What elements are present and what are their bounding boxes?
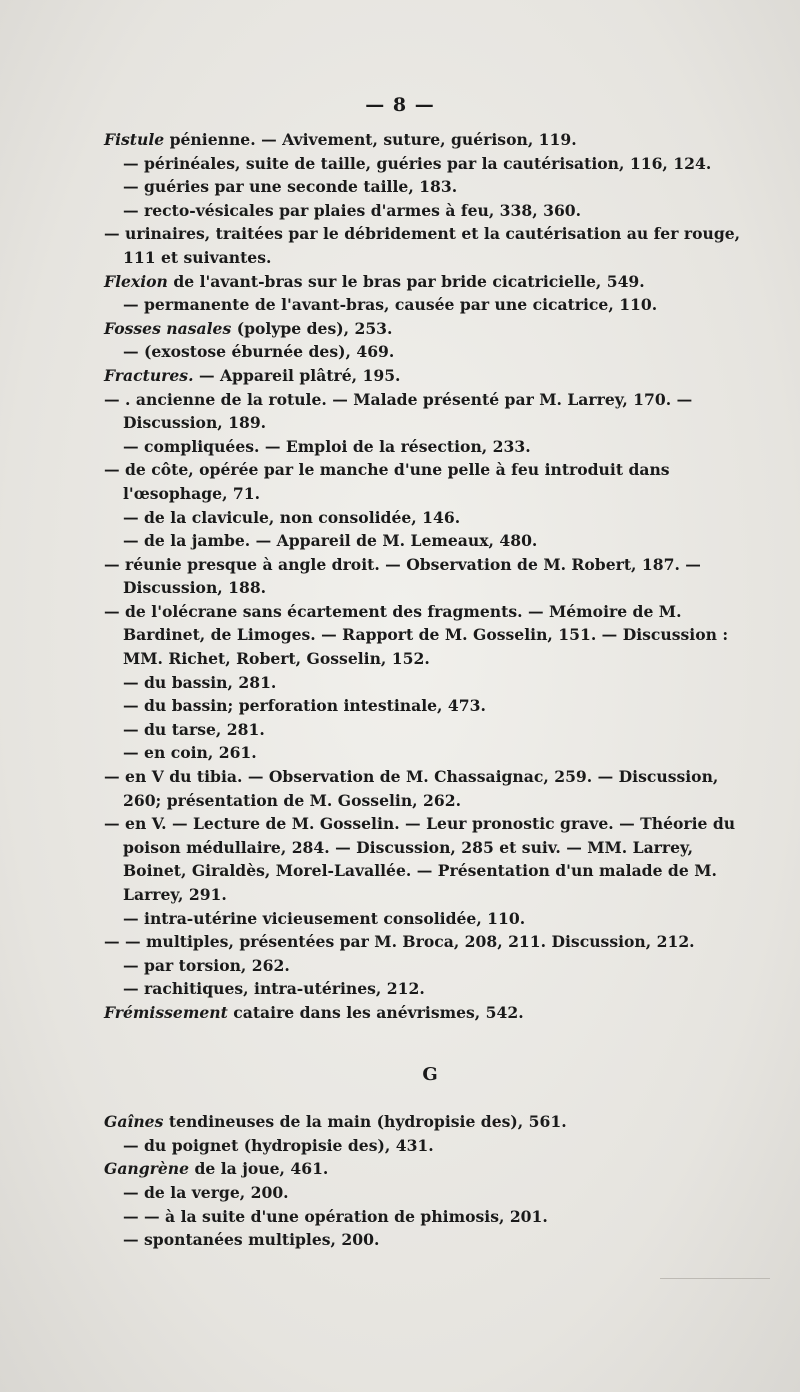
index-entry [104,435,756,459]
entries-f-group [104,128,756,1025]
index-entry [104,1205,756,1229]
entry-term: Fosses nasales [104,318,232,338]
entry-text: — — à la suite d'une opération de phimosis, 201. [123,1206,548,1226]
entry-text: — (exostose éburnée des), 469. [123,342,395,362]
index-entry [104,340,756,364]
entry-text: — de côte, opérée par le manche d'une pelle à feu introduit dans l'œsophage, 71. [104,460,670,503]
entry-text: — périnéales, suite de taille, guéries par la cautérisation, 116, 124. [123,153,712,173]
entry-term: Fractures. [104,365,194,385]
index-entry [104,506,756,530]
entry-text: — compliquées. — Emploi de la résection, 233. [123,436,531,456]
index-entry [104,293,756,317]
entry-text: — en V du tibia. — Observation de M. Chassaignac, 259. — Discussion, 260; présentation de M. Gosselin, 262. [104,767,719,810]
entry-text: — du tarse, 281. [123,719,265,739]
index-entry [104,553,756,600]
index-entry [104,1228,756,1252]
entry-text: de la joue, 461. [194,1159,329,1179]
entry-text: — par torsion, 262. [123,955,290,975]
entry-text: — recto-vésicales par plaies d'armes à feu, 338, 360. [123,200,582,220]
entry-text: — — multiples, présentées par M. Broca, 208, 211. Discussion, 212. [104,932,695,952]
index-entry [104,175,756,199]
entry-text: de l'avant-bras sur le bras par bride cicatricielle, 549. [173,271,645,291]
index-entry [104,671,756,695]
index-entry [104,317,756,341]
entry-text: — de la clavicule, non consolidée, 146. [123,507,461,527]
index-entry [104,128,756,152]
index-entry [104,765,756,812]
entry-text: — du bassin; perforation intestinale, 473. [123,696,486,716]
entry-text: — permanente de l'avant-bras, causée par une cicatrice, 110. [123,295,658,315]
entry-text: — . ancienne de la rotule. — Malade présenté par M. Larrey, 170. — Discussion, 189. [104,389,693,433]
entry-text: — de la jambe. — Appareil de M. Lemeaux, 480. [123,531,538,551]
index-entry [104,600,756,671]
entry-text: tendineuses de la main (hydropisie des), 561. [168,1112,567,1132]
index-entry [104,1181,756,1205]
index-entry [104,812,756,906]
index-entry [104,930,756,954]
index-entry [104,199,756,223]
entry-text: (polype des), 253. [236,318,393,338]
index-entry [104,1134,756,1158]
entry-text: cataire dans les anévrismes, 542. [233,1002,524,1022]
index-entry [104,364,756,388]
entry-term: Frémissement [104,1002,228,1022]
entry-text: — guéries par une seconde taille, 183. [123,177,458,197]
entry-text: — du poignet (hydropisie des), 431. [123,1135,434,1155]
entry-term: Gaînes [104,1112,164,1132]
entry-text: — du bassin, 281. [123,672,277,692]
index-entry [104,529,756,553]
entry-text: — en V. — Lecture de M. Gosselin. — Leur pronostic grave. — Théorie du poison médullaire, 284. — Discussion, 285 et suiv. — MM. Larrey, Boinet, Giraldès, Morel-Lavallée. — Présentation d'un malade de M. Larrey, 291. [104,814,736,904]
entry-text: — de l'olécrane sans écartement des fragments. — Mémoire de M. Bardinet, de Limoges. — Rapport de M. Gosselin, 151. — Discussion : MM. Richet, Robert, Gosselin, 152. [104,601,729,669]
entry-term: Gangrène [104,1159,190,1179]
index-entry [104,1157,756,1181]
entry-text: — spontanées multiples, 200. [123,1230,380,1250]
page-number: — 8 — [365,94,435,116]
entry-text: pénienne. — Avivement, suture, guérison, 119. [169,130,577,149]
entry-text: — urinaires, traitées par le débridement et la cautérisation au fer rouge, 111 et suivantes. [104,224,741,267]
index-entry [104,1001,756,1025]
index-entry [104,222,756,269]
index-entry [104,977,756,1001]
index-entry [104,907,756,931]
entry-text: — rachitiques, intra-utérines, 212. [123,979,425,999]
index-entry [104,152,756,176]
entry-text: — réunie presque à angle droit. — Observation de M. Robert, 187. — Discussion, 188. [104,554,701,598]
index-entry [104,694,756,718]
entries-g-group [104,1110,756,1252]
index-entry [104,741,756,765]
entry-text: — intra-utérine vicieusement consolidée, 110. [123,908,526,928]
index-entry [104,458,756,505]
entry-text: — en coin, 261. [123,743,257,763]
entry-term: Fistule [104,130,165,149]
footer-rule [660,1278,770,1279]
entry-text: — de la verge, 200. [123,1182,289,1202]
entry-term: Flexion [104,271,168,291]
entry-text: — Appareil plâtré, 195. [198,365,401,385]
index-entry [104,388,756,435]
index-entries [104,128,756,1252]
index-entry [104,718,756,742]
index-entry [104,1110,756,1134]
index-entry [104,954,756,978]
section-letter: G [422,1063,438,1085]
index-entry [104,270,756,294]
